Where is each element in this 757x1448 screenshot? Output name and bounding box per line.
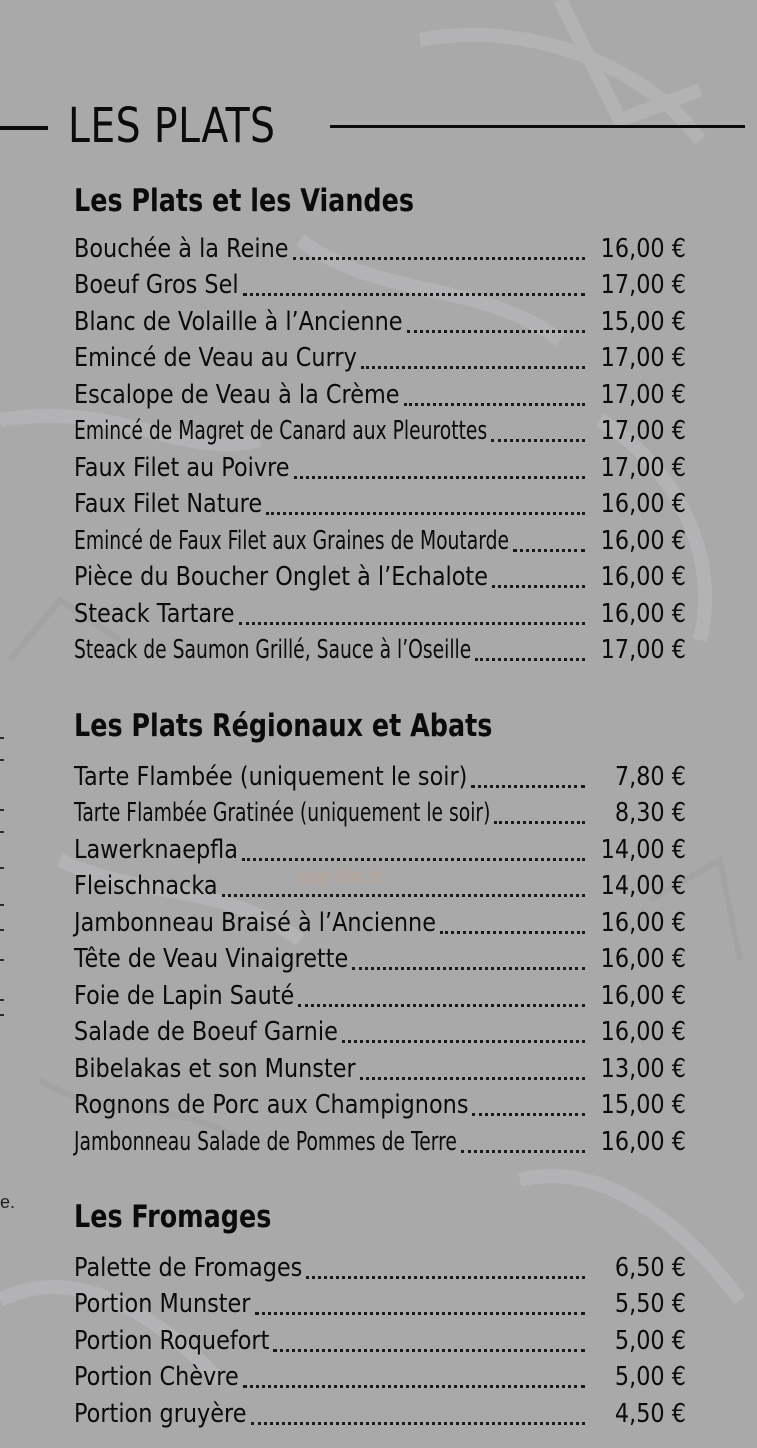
menu-item [74,377,686,413]
item-price: 17,00 € [600,380,686,410]
dot-leader [222,894,586,897]
menu-item [74,795,686,831]
menu-item [74,450,686,486]
menu-item [74,231,686,267]
dot-leader [306,1276,585,1279]
item-price: 5,50 € [614,1289,686,1319]
dot-leader [361,366,586,369]
item-name: Emincé de Magret de Canard aux Pleurottes [74,416,488,446]
dot-leader [440,931,585,934]
item-price: 4,50 € [614,1399,686,1429]
item-price: 16,00 € [600,944,686,974]
dot-leader [513,549,585,552]
item-name: Escalope de Veau à la Crème [74,380,400,410]
menu-item [74,941,686,977]
menu-item [74,1087,686,1123]
item-name: Jambonneau Braisé à l’Ancienne [74,908,436,938]
item-price: 16,00 € [600,1017,686,1047]
dot-leader [266,512,585,515]
section-title: Les Fromages [74,1199,272,1235]
dot-leader [298,1004,585,1007]
item-price: 15,00 € [600,307,686,337]
menu-item [74,596,686,632]
dot-leader [475,658,585,661]
item-price: 16,00 € [600,1127,686,1157]
menu-item [74,978,686,1014]
menu-item [74,1323,686,1359]
item-price: 8,30 € [614,798,686,828]
dot-leader [491,439,585,442]
item-name: Tête de Veau Vinaigrette [74,944,349,974]
item-name: Jambonneau Salade de Pommes de Terre [74,1127,457,1157]
heading-rule-left [0,126,48,130]
dot-leader [251,1422,586,1425]
dot-leader [242,858,585,861]
menu-item [74,486,686,522]
item-name: Faux Filet au Poivre [74,453,290,483]
dot-leader [404,403,586,406]
menu-item [74,1124,686,1160]
item-price: 16,00 € [600,599,686,629]
item-price: 14,00 € [600,835,686,865]
item-name: Fleischnacka [74,871,218,901]
menu-item [74,1051,686,1087]
section-title: Les Plats Régionaux et Abats [74,708,493,744]
item-price: 5,00 € [614,1326,686,1356]
dot-leader [243,293,586,296]
item-name: Palette de Fromages [74,1253,303,1283]
item-price: 16,00 € [600,234,686,264]
item-price: 16,00 € [600,489,686,519]
dot-leader [407,330,586,333]
item-name: Portion Munster [74,1289,251,1319]
menu-item [74,340,686,376]
menu-item [74,1250,686,1286]
menu-item [74,632,686,668]
item-name: Lawerknaepfla [74,835,238,865]
item-name: Steack de Saumon Grillé, Sauce à l’Oseille [74,635,472,665]
item-name: Tarte Flambée Gratinée (uniquement le soir) [74,798,491,828]
menu-item [74,905,686,941]
menu-item [74,1014,686,1050]
section-title: Les Plats et les Viandes [74,183,414,219]
watermark: eat-list.fr [298,864,383,889]
item-name: Bouchée à la Reine [74,234,289,264]
menu-item [74,832,686,868]
item-price: 16,00 € [600,908,686,938]
item-price: 7,80 € [614,762,686,792]
item-price: 14,00 € [600,871,686,901]
item-name: Rognons de Porc aux Champignons [74,1090,469,1120]
item-name: Emincé de Veau au Curry [74,343,357,373]
item-name: Pièce du Boucher Onglet à l’Echalote [74,562,488,592]
page-heading [0,96,757,156]
item-price: 16,00 € [600,981,686,1011]
item-price: 13,00 € [600,1054,686,1084]
item-name: Foie de Lapin Sauté [74,981,295,1011]
dot-leader [352,967,585,970]
dot-leader [471,785,585,788]
dot-leader [293,257,586,260]
item-price: 17,00 € [600,416,686,446]
item-name: Boeuf Gros Sel [74,270,239,300]
item-name: Bibelakas et son Munster [74,1054,356,1084]
dot-leader [461,1150,586,1153]
menu-item [74,1359,686,1395]
item-name: Emincé de Faux Filet aux Graines de Moutarde [74,526,510,556]
item-price: 17,00 € [600,270,686,300]
item-name: Blanc de Volaille à l’Ancienne [74,307,403,337]
item-price: 15,00 € [600,1090,686,1120]
dot-leader [255,1312,586,1315]
item-price: 6,50 € [614,1253,686,1283]
menu-item [74,267,686,303]
dot-leader [492,585,585,588]
item-price: 16,00 € [600,526,686,556]
item-name: Salade de Boeuf Garnie [74,1017,338,1047]
item-name: Portion Chèvre [74,1362,239,1392]
menu-item [74,1286,686,1322]
heading-rule-right [330,125,745,128]
menu-item [74,523,686,559]
menu-item [74,304,686,340]
dot-leader [494,821,585,824]
dot-leader [273,1349,585,1352]
item-name: Portion gruyère [74,1399,247,1429]
item-name: Tarte Flambée (uniquement le soir) [74,762,468,792]
menu-item [74,413,686,449]
dot-leader [294,476,586,479]
dot-leader [342,1040,586,1043]
menu-item [74,759,686,795]
item-price: 16,00 € [600,562,686,592]
dot-leader [239,622,586,625]
item-price: 17,00 € [600,635,686,665]
dot-leader [360,1077,586,1080]
item-price: 17,00 € [600,453,686,483]
item-name: Steack Tartare [74,599,235,629]
stray-text: e. [0,1192,16,1212]
dot-leader [472,1113,585,1116]
item-price: 5,00 € [614,1362,686,1392]
item-name: Faux Filet Nature [74,489,263,519]
item-price: 17,00 € [600,343,686,373]
item-name: Portion Roquefort [74,1326,270,1356]
menu-item [74,559,686,595]
dot-leader [243,1385,586,1388]
page-title: LES PLATS [68,98,276,154]
menu-item [74,1396,686,1432]
